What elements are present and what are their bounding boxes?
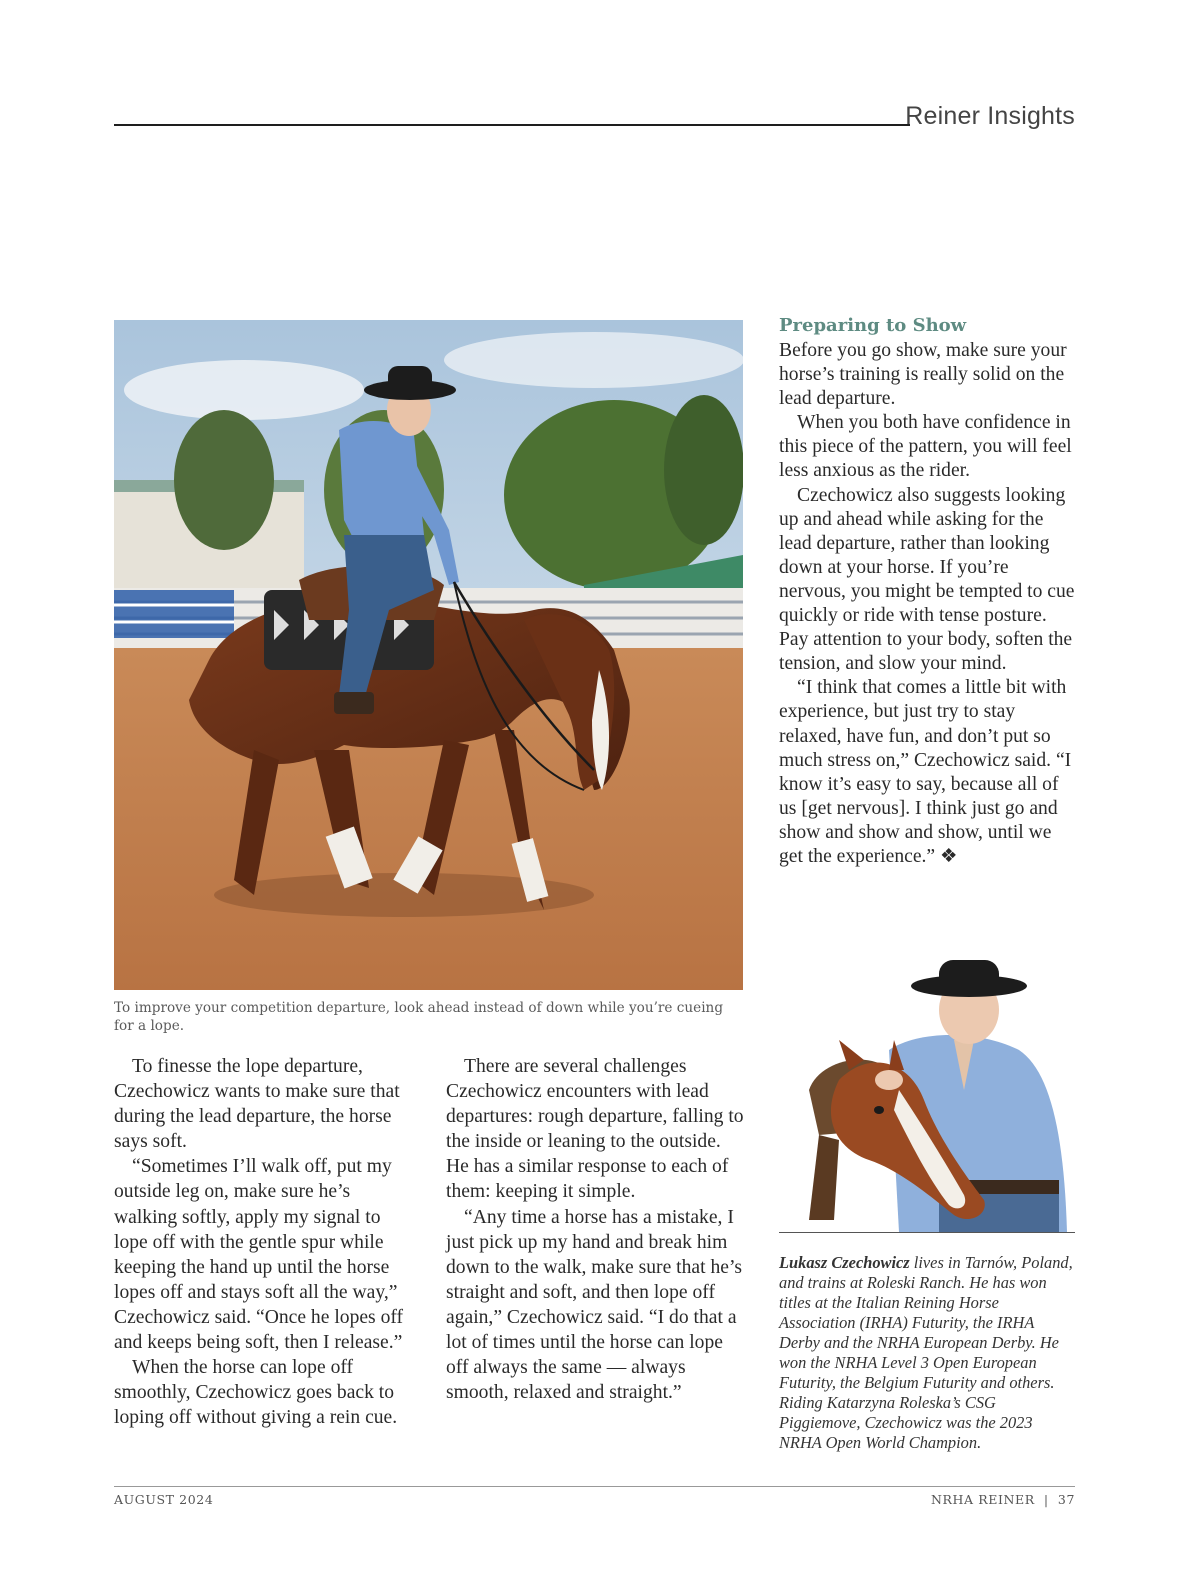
portrait-rule (779, 1232, 1075, 1233)
bio-caption (779, 1253, 1079, 1453)
main-photo-rider-on-horse (114, 320, 743, 990)
header-rule (114, 124, 910, 126)
middle-column-text (446, 1054, 746, 1405)
middle-paragraph-2: “Any time a horse has a mistake, I just pick up my hand and break him down to the walk, make sure that he’s straight and soft, and then lope off again,” Czechowicz said. “I do that a lot of times until the horse can lope off always the same — always smooth, relaxed and straight.” (446, 1206, 743, 1404)
left-paragraph-1: To finesse the lope departure, Czechowicz wants to make sure that during the lead departure, the horse says soft. (114, 1056, 400, 1153)
footer-rule (114, 1486, 1075, 1487)
bio-text: lives in Tarnów, Poland, and trains at Roleski Ranch. He has won titles at the Italian Reining Horse Association (IRHA) Futurity, the IRHA Derby and the NRHA European Derby. He won the NRHA Level 3 Open European Futurity, the Belgium Futurity and others. Riding Katarzyna Roleska’s CSG Piggiemove, Czechowicz was the 2023 NRHA Open World Champion. (779, 1253, 1073, 1452)
left-paragraph-2: “Sometimes I’ll walk off, put my outside leg on, make sure he’s walking softly, apply my signal to lope off with the gentle spur while keeping the hand up until the horse lopes off and stays soft all the way,” Czechowicz said. “Once he lopes off and keeps being soft, then I release.” (114, 1156, 404, 1354)
right-paragraph-2: When you both have confidence in this piece of the pattern, you will feel less anxious as the rider. (779, 412, 1072, 482)
footer-publication-page: NRHA REINER | 37 (930, 1492, 1075, 1507)
right-paragraph-1: Before you go show, make sure your horse’s training is really solid on the lead departure. (779, 340, 1067, 410)
left-column-text (114, 1054, 414, 1430)
photo-caption: To improve your competition departure, look ahead instead of down while you’re cueing for a lope. (114, 1000, 724, 1034)
subhead-preparing-to-show: Preparing to Show (779, 315, 967, 336)
footer-issue-date: AUGUST 2024 (114, 1492, 214, 1507)
right-paragraph-4: “I think that comes a little bit with experience, but just try to stay relaxed, have fun, and don’t put so much stress on,” Czechowicz said. “I know it’s easy to say, because all of us [get nervous]. I think just go and show and show and show, until we get the experience.” ❖ (779, 677, 1072, 867)
right-column-text (779, 339, 1079, 869)
right-paragraph-3: Czechowicz also suggests looking up and ahead while asking for the lead departure, rather than looking down at your horse. If you’re nervous, you might be tempted to cue quickly or ride with tense posture. Pay attention to your body, soften the tension, and slow your mind. (779, 484, 1075, 675)
portrait-photo-trainer-with-horse (779, 960, 1075, 1232)
bio-name: Lukasz Czechowicz (779, 1253, 910, 1272)
section-title: Reiner Insights (905, 102, 1075, 130)
left-paragraph-3: When the horse can lope off smoothly, Czechowicz goes back to loping off without giving a rein cue. (114, 1357, 398, 1429)
middle-paragraph-1: There are several challenges Czechowicz encounters with lead departures: rough departure, falling to the inside or leaning to the outside. He has a similar response to each of them: keeping it simple. (446, 1056, 744, 1203)
